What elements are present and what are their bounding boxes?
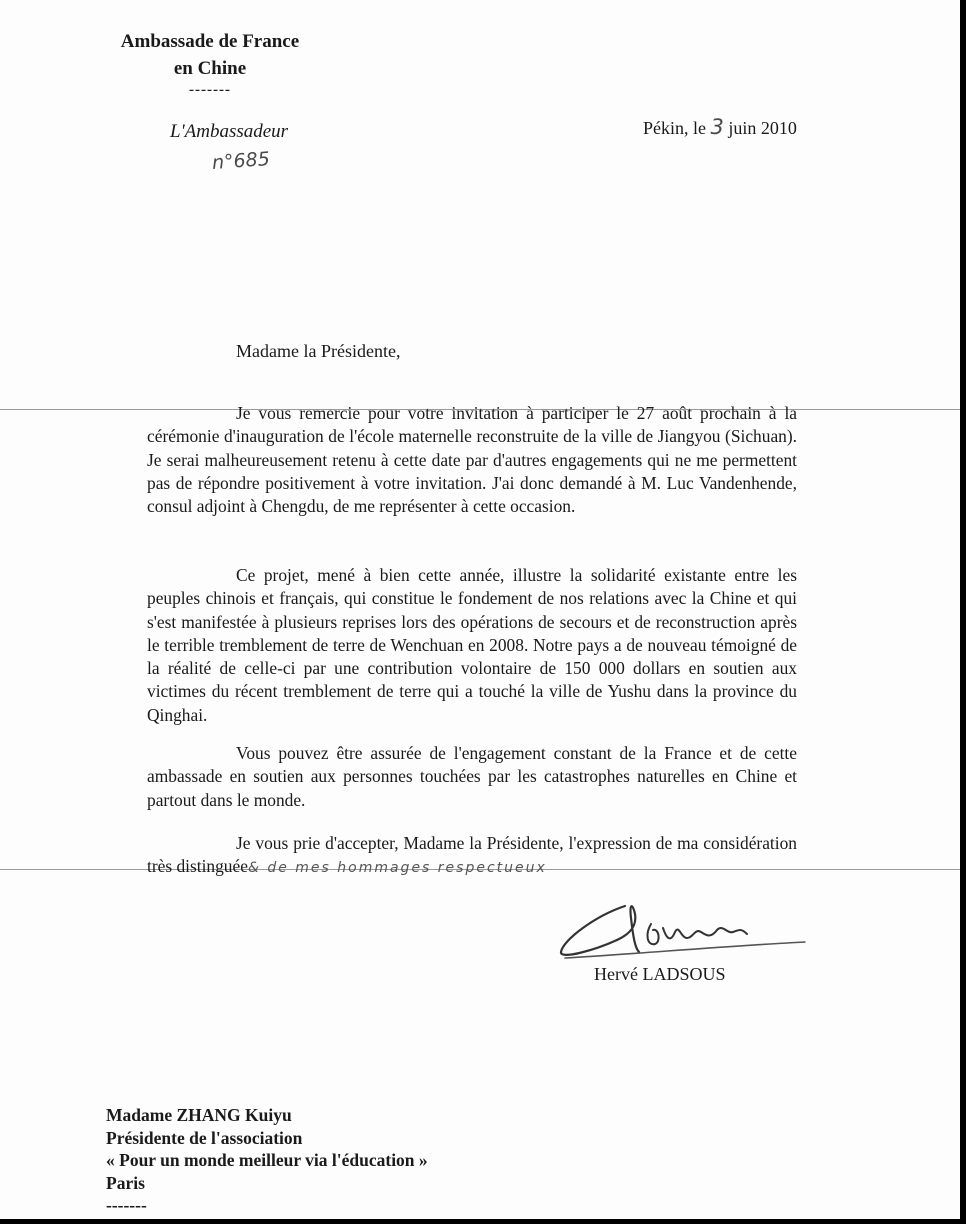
handwritten-reference: n°685	[211, 148, 271, 174]
recipient-city: Paris	[106, 1172, 145, 1193]
paragraph-3: Vous pouvez être assurée de l'engagement constant de la France et de cette ambassade en soutien aux personnes touchées par les catastrophes naturelles en Chine et partout dans le monde.	[147, 743, 797, 810]
signature	[555, 888, 815, 968]
paragraph-2: Ce projet, mené à bien cette année, illustre la solidarité existante entre les peuples chinois et français, qui constitue le fondement de nos relations avec la Chine et qui s'est manifestée à plusieurs reprises lors des opérations de secours et de reconstruction après le terrible tremblement de terre de Wenchuan en 2008. Notre pays a de nouveau témoigné de la réalité de celle-ci par une contribution volontaire de 150 000 dollars en soutien aux victimes du récent tremblement de terre qui a touché la ville de Yushu dans la province du Qinghai.	[147, 565, 797, 725]
closing-text: Je vous prie d'accepter, Madame la Présidente, l'expression de ma considération très distinguée	[147, 833, 797, 877]
recipient-association: « Pour un monde meilleur via l'éducation »	[106, 1150, 428, 1170]
signatory-name: Hervé LADSOUS	[594, 964, 726, 984]
date-prefix: Pékin, le	[643, 118, 711, 138]
sender-title: L'Ambassadeur	[170, 121, 289, 142]
recipient-name: Madame ZHANG Kuiyu	[106, 1105, 292, 1125]
scan-edge-bottom	[0, 1219, 966, 1224]
letterhead-line1: Ambassade de France	[120, 31, 300, 52]
date-suffix: juin 2010	[723, 118, 797, 138]
recipient-address	[106, 1104, 428, 1217]
letterhead	[80, 28, 340, 98]
salutation: Madame la Présidente,	[236, 341, 401, 361]
recipient-dashes: -------	[106, 1195, 147, 1215]
paragraph-1: Je vous remercie pour votre invitation à participer le 27 août prochain à la cérémonie d'inauguration de l'école maternelle reconstruite de la ville de Jiangyou (Sichuan). Je serai malheureusement retenu à cette date par d'autres engagements qui ne me permettent pas de répondre positivement à votre invitation. J'ai donc demandé à M. Luc Vandenhende, consul adjoint à Chengdu, de me représenter à cette occasion.	[147, 403, 797, 517]
date-day-handwritten: 3	[710, 115, 724, 139]
letterhead-line2: en Chine	[173, 58, 247, 79]
scan-edge-right	[960, 0, 966, 1224]
handwritten-closing-addition: & de mes hommages respectueux	[247, 860, 547, 877]
recipient-role: Présidente de l'association	[106, 1127, 303, 1148]
letterhead-dashes: -------	[189, 82, 231, 98]
letter-date	[643, 115, 797, 139]
closing-paragraph	[147, 832, 797, 881]
